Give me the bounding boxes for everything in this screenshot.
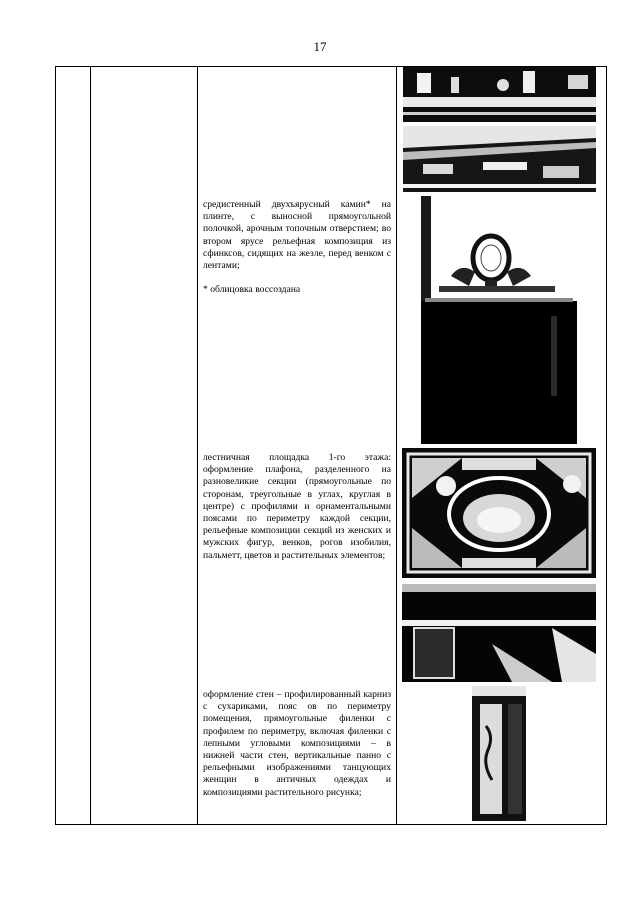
interior-cornice-photo-2 — [403, 126, 596, 192]
column-divider — [90, 67, 91, 824]
page-number: 17 — [313, 39, 327, 54]
fireplace-description — [203, 199, 391, 296]
walls-description — [203, 689, 391, 799]
interior-cornice-photo-1 — [403, 67, 596, 122]
fireplace-photo — [421, 196, 577, 444]
column-divider — [396, 67, 397, 824]
row-description: оформление стен – профилированный карниз с сухариками, пояс ов по периметру помещения, прямоугольные филенки с профилем по периметру, включая филенки с лепными угловыми композициями – в нижней части стен, вертикальные панно с рельефными изображениями танцующих женщин в античных одеждах и композициями растительного рисунка; — [203, 689, 391, 798]
ceiling-detail-photo — [402, 584, 596, 682]
ceiling-plafond-photo — [402, 448, 596, 578]
row-note: * облицовка воссоздана — [203, 284, 301, 296]
ceiling-description — [203, 452, 391, 562]
column-divider — [197, 67, 198, 824]
row-description: лестничная площадка 1-го этажа: оформление плафона, разделенного на разновеликие секции (прямоугольные по сторонам, треугольные в углах, круглая в центре) с профилями и орнаментальными поясами по периметру каждой секции, рельефные композиции секций из женских и мужских фигур, венков, рогов изобилия, пальметт, цветов и растительных элементов; — [203, 452, 391, 561]
wall-panel-photo — [472, 686, 526, 821]
row-description: средистенный двухъярусный камин* на плинте, с выносной прямоугольной полочкой, арочным топочным отверстием; во втором ярусе рельефная композиция из сфинксов, сидящих на жезле, перед венком с лентами; — [203, 199, 391, 272]
